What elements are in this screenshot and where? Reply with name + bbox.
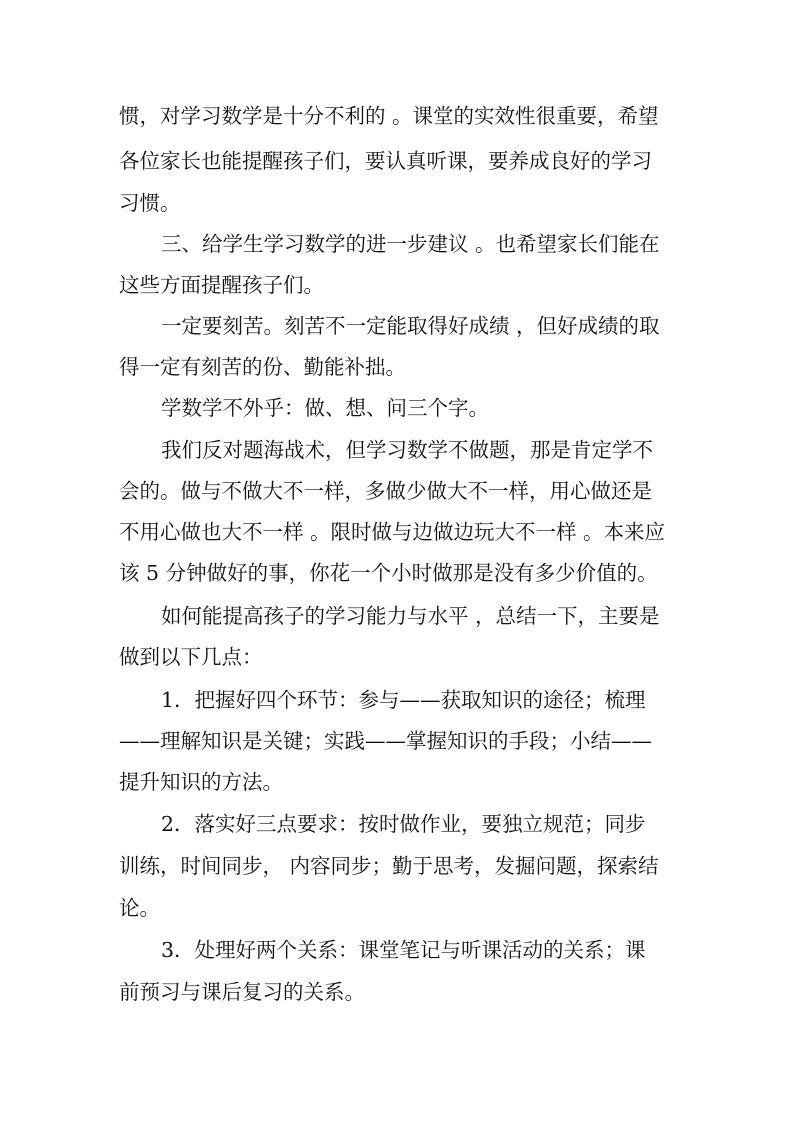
paragraph-line-22: 前预习与课后复习的关系。 [119,980,365,1004]
paragraph-line-5: 这些方面提醒孩子们。 [119,273,324,297]
paragraph-line-2: 各位家长也能提醒孩子们，要认真听课，要养成良好的学习 [119,149,652,173]
paragraph-line-1: 惯，对学习数学是十分不利的 。课堂的实效性很重要，希望 [119,104,659,128]
paragraph-line-20: 论。 [119,896,160,920]
paragraph-line-19: 训练，时间同步， 内容同步；勤于思考，发掘问题，探索结 [119,854,659,878]
paragraph-line-9: 我们反对题海战术，但学习数学不做题，那是肯定学不 [161,438,653,462]
paragraph-line-8: 学数学不外乎：做、想、问三个字。 [161,396,489,420]
paragraph-line-14: 做到以下几点： [119,645,263,669]
paragraph-line-4: 三、给学生学习数学的进一步建议 。也希望家长们能在 [161,232,660,256]
paragraph-line-16: ——理解知识是关键；实践——掌握知识的手段；小结—— [119,729,652,753]
paragraph-line-12: 该 5 分钟做好的事，你花一个小时做那是没有多少价值的。 [119,561,658,585]
paragraph-line-13: 如何能提高孩子的学习能力与水平 ，总结一下，主要是 [161,604,660,628]
paragraph-line-3: 习惯。 [119,191,181,215]
paragraph-line-17: 提升知识的方法。 [119,770,283,794]
paragraph-line-11: 不用心做也大不一样 。限时做与边做边玩大不一样 。本来应 [119,520,666,544]
paragraph-line-6: 一定要刻苦。刻苦不一定能取得好成绩 ，但好成绩的取 [161,314,660,338]
paragraph-line-18: 2．落实好三点要求：按时做作业，要独立规范；同步 [161,812,646,836]
paragraph-line-10: 会的。做与不做大不一样，多做少做大不一样，用心做还是 [119,479,652,503]
paragraph-line-7: 得一定有刻苦的份、勤能补拙。 [119,355,406,379]
paragraph-line-15: 1．把握好四个环节：参与——获取知识的途径；梳理 [161,688,646,712]
paragraph-line-21: 3．处理好两个关系：课堂笔记与听课活动的关系；课 [161,938,646,962]
